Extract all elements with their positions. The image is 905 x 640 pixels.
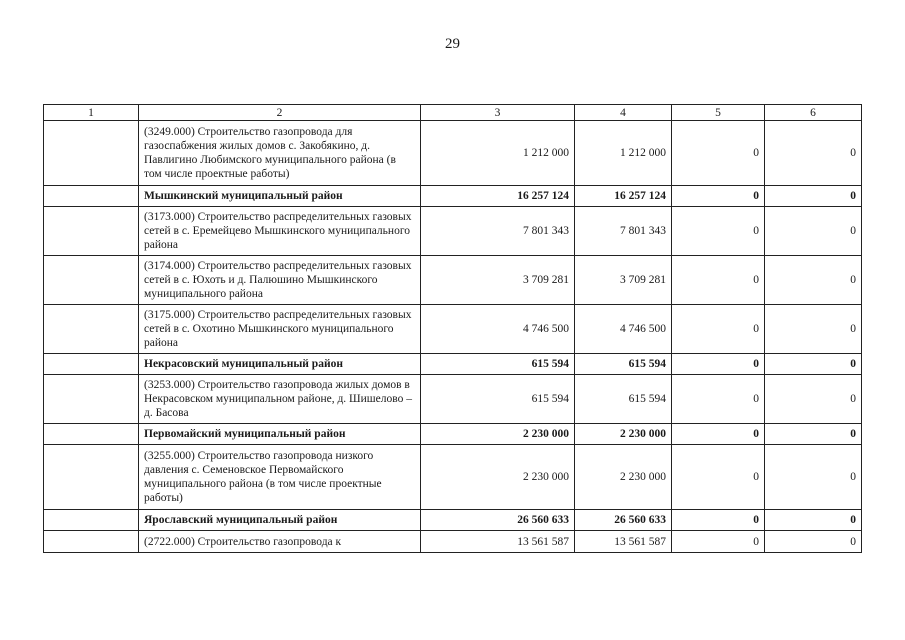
cell-amount-4: 615 594 — [575, 375, 672, 424]
cell-amount-3: 2 230 000 — [421, 445, 575, 510]
district-row — [44, 424, 862, 445]
cell-code — [44, 424, 139, 445]
cell-amount-3: 615 594 — [421, 354, 575, 375]
cell-description: (3253.000) Строительство газопровода жилых домов в Некрасовском муниципальном районе, д. Шишелово – д. Басова — [139, 375, 421, 424]
budget-table — [43, 104, 862, 553]
cell-amount-6: 0 — [765, 510, 862, 531]
cell-description: (3255.000) Строительство газопровода низкого давления с. Семеновское Первомайского муниципального района (в том числе проектные работы) — [139, 445, 421, 510]
table-row — [44, 121, 862, 186]
cell-amount-5: 0 — [672, 305, 765, 354]
cell-amount-5: 0 — [672, 186, 765, 207]
cell-amount-4: 26 560 633 — [575, 510, 672, 531]
cell-amount-6: 0 — [765, 121, 862, 186]
cell-code — [44, 121, 139, 186]
page-number: 29 — [445, 36, 460, 52]
cell-amount-3: 16 257 124 — [421, 186, 575, 207]
cell-amount-3: 7 801 343 — [421, 207, 575, 256]
cell-amount-4: 3 709 281 — [575, 256, 672, 305]
cell-amount-5: 0 — [672, 354, 765, 375]
table-row — [44, 445, 862, 510]
cell-amount-6: 0 — [765, 305, 862, 354]
table-row — [44, 256, 862, 305]
cell-code — [44, 445, 139, 510]
column-header-5: 5 — [672, 105, 765, 121]
cell-description: (3249.000) Строительство газопровода для газоспабжения жилых домов с. Закобякино, д. Павлигино Любимского муниципального района (в том числе проектные работы) — [139, 121, 421, 186]
table-row — [44, 375, 862, 424]
cell-amount-4: 2 230 000 — [575, 424, 672, 445]
cell-code — [44, 305, 139, 354]
cell-amount-4: 2 230 000 — [575, 445, 672, 510]
column-number-row — [44, 105, 862, 121]
column-header-4: 4 — [575, 105, 672, 121]
cell-amount-6: 0 — [765, 354, 862, 375]
cell-district-name: Ярославский муниципальный район — [139, 510, 421, 531]
cell-amount-3: 13 561 587 — [421, 531, 575, 553]
cell-amount-6: 0 — [765, 445, 862, 510]
cell-code — [44, 186, 139, 207]
cell-code — [44, 354, 139, 375]
cell-amount-3: 1 212 000 — [421, 121, 575, 186]
district-row — [44, 186, 862, 207]
column-header-3: 3 — [421, 105, 575, 121]
cell-amount-3: 26 560 633 — [421, 510, 575, 531]
cell-amount-6: 0 — [765, 375, 862, 424]
cell-description: (3174.000) Строительство распределительных газовых сетей в с. Юхоть и д. Палюшино Мышкинского муниципального района — [139, 256, 421, 305]
cell-amount-3: 615 594 — [421, 375, 575, 424]
cell-amount-4: 615 594 — [575, 354, 672, 375]
cell-amount-4: 16 257 124 — [575, 186, 672, 207]
column-header-2: 2 — [139, 105, 421, 121]
cell-amount-4: 13 561 587 — [575, 531, 672, 553]
column-header-1: 1 — [44, 105, 139, 121]
cell-code — [44, 510, 139, 531]
cell-description: (2722.000) Строительство газопровода к — [139, 531, 421, 553]
cell-amount-3: 3 709 281 — [421, 256, 575, 305]
cell-amount-5: 0 — [672, 424, 765, 445]
table-row — [44, 305, 862, 354]
cell-amount-5: 0 — [672, 375, 765, 424]
cell-amount-3: 4 746 500 — [421, 305, 575, 354]
cell-district-name: Некрасовский муниципальный район — [139, 354, 421, 375]
cell-amount-4: 4 746 500 — [575, 305, 672, 354]
cell-amount-5: 0 — [672, 445, 765, 510]
table-row — [44, 207, 862, 256]
cell-code — [44, 375, 139, 424]
cell-amount-6: 0 — [765, 256, 862, 305]
cell-description: (3173.000) Строительство распределительных газовых сетей в с. Еремейцево Мышкинского муниципального района — [139, 207, 421, 256]
district-row — [44, 510, 862, 531]
cell-code — [44, 256, 139, 305]
cell-amount-6: 0 — [765, 207, 862, 256]
cell-amount-5: 0 — [672, 510, 765, 531]
cell-amount-5: 0 — [672, 256, 765, 305]
cell-amount-4: 1 212 000 — [575, 121, 672, 186]
column-header-6: 6 — [765, 105, 862, 121]
cell-district-name: Первомайский муниципальный район — [139, 424, 421, 445]
cell-code — [44, 531, 139, 553]
cell-district-name: Мышкинский муниципальный район — [139, 186, 421, 207]
cell-amount-5: 0 — [672, 207, 765, 256]
cell-amount-3: 2 230 000 — [421, 424, 575, 445]
cell-description: (3175.000) Строительство распределительных газовых сетей в с. Охотино Мышкинского муниципального района — [139, 305, 421, 354]
cell-amount-5: 0 — [672, 121, 765, 186]
cell-amount-4: 7 801 343 — [575, 207, 672, 256]
cell-amount-6: 0 — [765, 531, 862, 553]
district-row — [44, 354, 862, 375]
cell-amount-6: 0 — [765, 424, 862, 445]
cell-amount-5: 0 — [672, 531, 765, 553]
cell-amount-6: 0 — [765, 186, 862, 207]
cell-code — [44, 207, 139, 256]
table-row — [44, 531, 862, 553]
